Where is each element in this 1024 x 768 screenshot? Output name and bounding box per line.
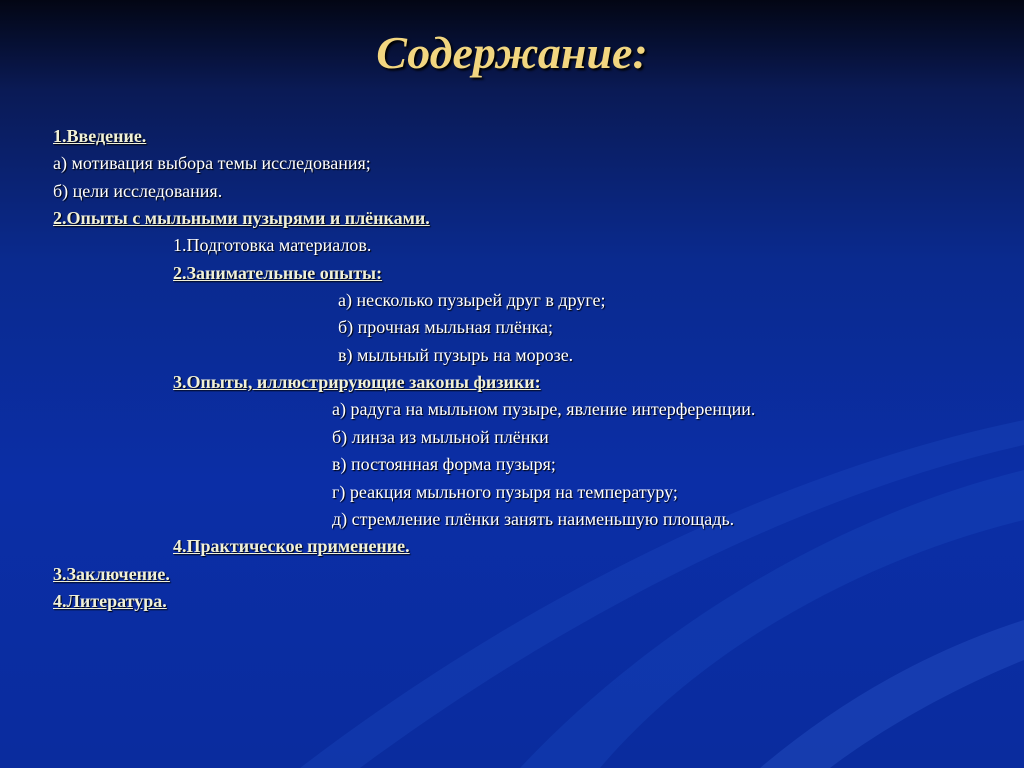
toc-link-conclusion[interactable]: 3.Заключение.: [53, 564, 170, 584]
toc-subitem-frost-bubble: в) мыльный пузырь на морозе.: [338, 345, 574, 365]
toc-subitem-strong-film: б) прочная мыльная плёнка;: [338, 317, 554, 337]
toc-link-physics-experiments[interactable]: 3.Опыты, иллюстрирующие законы физики:: [173, 372, 541, 392]
toc-subitem-materials: 1.Подготовка материалов.: [173, 235, 372, 255]
toc-subitem-minimal-area: д) стремление плёнки занять наименьшую площадь.: [332, 509, 735, 529]
toc-link-entertaining-experiments[interactable]: 2.Занимательные опыты:: [173, 263, 383, 283]
toc-subitem-constant-shape: в) постоянная форма пузыря;: [332, 454, 556, 474]
toc-link-practical-application[interactable]: 4.Практическое применение.: [173, 536, 410, 556]
toc-link-literature[interactable]: 4.Литература.: [53, 591, 167, 611]
toc-subitem-temperature: г) реакция мыльного пузыря на температуру;: [332, 482, 678, 502]
toc-subitem-goals: б) цели исследования.: [53, 181, 223, 201]
toc-subitem-lens: б) линза из мыльной плёнки: [332, 427, 549, 447]
toc-subitem-rainbow: а) радуга на мыльном пузыре, явление интерференции.: [332, 399, 756, 419]
slide-title: Содержание:: [376, 27, 648, 78]
toc-subitem-bubbles-inside: а) несколько пузырей друг в друге;: [338, 290, 606, 310]
toc-link-introduction[interactable]: 1.Введение.: [53, 126, 147, 146]
toc-link-experiments[interactable]: 2.Опыты с мыльными пузырями и плёнками.: [53, 208, 430, 228]
toc-subitem-motivation: а) мотивация выбора темы исследования;: [53, 153, 371, 173]
